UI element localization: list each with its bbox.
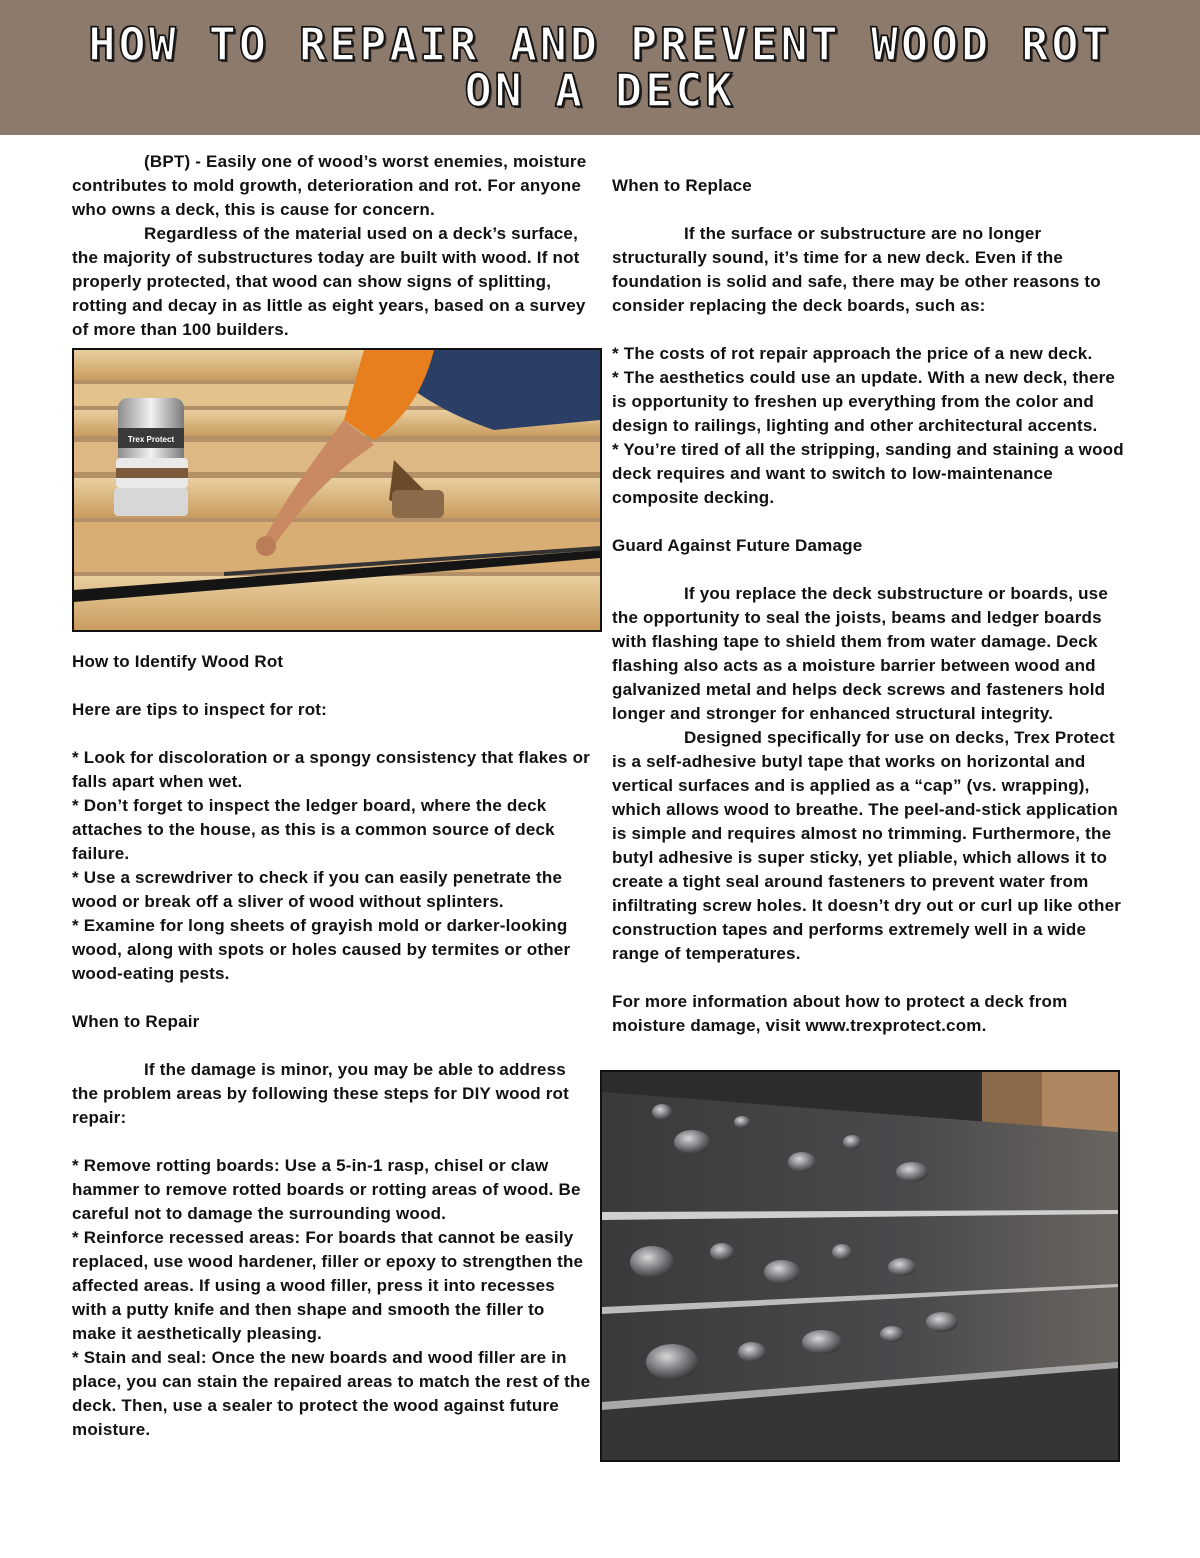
left-column-lower	[72, 650, 592, 1442]
spacer	[72, 986, 592, 1010]
more-info: For more information about how to protect a deck from moisture damage, visit www.trexprotect.com.	[612, 992, 1068, 1035]
right-column	[612, 174, 1132, 1038]
title-banner	[0, 0, 1200, 135]
identify-intro: Here are tips to inspect for rot:	[72, 700, 328, 719]
identify-tip-2: * Don’t forget to inspect the ledger board, where the deck attaches to the house, as this is a common source of deck failure.	[72, 796, 555, 863]
repair-step-1: * Remove rotting boards: Use a 5-in-1 rasp, chisel or claw hammer to remove rotted boards or rotting areas of wood. Be careful not to damage the surrounding wood.	[72, 1156, 581, 1223]
deck-joist-photo	[72, 348, 602, 632]
page-title	[0, 18, 1200, 117]
spacer	[72, 1130, 592, 1154]
left-column	[72, 150, 592, 342]
identify-heading: How to Identify Wood Rot	[72, 652, 284, 671]
intro-paragraph-1: (BPT) - Easily one of wood’s worst enemies, moisture contributes to mold growth, deterioration and rot. For anyone who owns a deck, this is cause for concern.	[72, 152, 587, 219]
guard-heading: Guard Against Future Damage	[612, 536, 863, 555]
flashing-tape-image	[602, 1072, 1118, 1460]
identify-tip-3: * Use a screwdriver to check if you can easily penetrate the wood or break off a sliver of wood without splinters.	[72, 868, 563, 911]
replace-reason-2: * The aesthetics could use an update. With a new deck, there is opportunity to freshen up everything from the color and design to railings, lighting and other architectural accents.	[612, 368, 1116, 435]
flashing-tape-photo	[600, 1070, 1120, 1462]
title-line-2: ON A DECK	[464, 64, 736, 117]
replace-heading: When to Replace	[612, 176, 752, 195]
repair-intro: If the damage is minor, you may be able to address the problem areas by following these steps for DIY wood rot repair:	[72, 1060, 570, 1127]
guard-paragraph-2: Designed specifically for use on decks, Trex Protect is a self-adhesive butyl tape that works on horizontal and vertical surfaces and is applied as a “cap” (vs. wrapping), which allows wood to breathe. The peel-and-stick application is simple and requires almost no trimming. Furthermore, the butyl adhesive is super sticky, yet pliable, which allows it to create a tight seal around fasteners to prevent water from infiltrating screw holes. It doesn’t dry out or curl up like other construction tapes and performs extremely well in a wide range of temperatures.	[612, 728, 1122, 963]
spacer	[612, 510, 1132, 534]
spacer	[612, 558, 1132, 582]
spacer	[72, 722, 592, 746]
spacer	[612, 198, 1132, 222]
replace-reason-3: * You’re tired of all the stripping, sanding and staining a wood deck requires and want to switch to low-maintenance composite decking.	[612, 440, 1124, 507]
repair-heading: When to Repair	[72, 1012, 200, 1031]
intro-paragraph-2: Regardless of the material used on a deck’s surface, the majority of substructures today are built with wood. If not properly protected, that wood can show signs of splitting, rotting and decay in as little as eight years, based on a survey of more than 100 builders.	[72, 224, 586, 339]
repair-step-3: * Stain and seal: Once the new boards and wood filler are in place, you can stain the repaired areas to match the rest of the deck. Then, use a sealer to protect the wood against future moisture.	[72, 1348, 591, 1439]
spacer	[72, 1034, 592, 1058]
deck-joist-image	[74, 350, 600, 630]
title-line-1: HOW TO REPAIR AND PREVENT WOOD ROT	[88, 18, 1112, 71]
identify-tip-4: * Examine for long sheets of grayish mold or darker-looking wood, along with spots or holes caused by termites or other wood-eating pests.	[72, 916, 571, 983]
repair-step-2: * Reinforce recessed areas: For boards that cannot be easily replaced, use wood hardener, filler or epoxy to strengthen the affected areas. If using a wood filler, press it into recesses with a putty knife and then shape and smooth the filler to make it aesthetically pleasing.	[72, 1228, 584, 1343]
spacer	[612, 966, 1132, 990]
spacer	[72, 674, 592, 698]
replace-intro: If the surface or substructure are no longer structurally sound, it’s time for a new deck. Even if the foundation is solid and safe, there may be other reasons to consider replacing the deck boards, such as:	[612, 224, 1101, 315]
identify-tip-1: * Look for discoloration or a spongy consistency that flakes or falls apart when wet.	[72, 748, 590, 791]
guard-paragraph-1: If you replace the deck substructure or boards, use the opportunity to seal the joists, beams and ledger boards with flashing tape to shield them from water damage. Deck flashing also acts as a moisture barrier between wood and galvanized metal and helps deck screws and fasteners hold longer and stronger for enhanced structural integrity.	[612, 584, 1108, 723]
spacer	[612, 318, 1132, 342]
replace-reason-1: * The costs of rot repair approach the price of a new deck.	[612, 344, 1093, 363]
photo-can-label: Trex Protect	[127, 435, 175, 444]
